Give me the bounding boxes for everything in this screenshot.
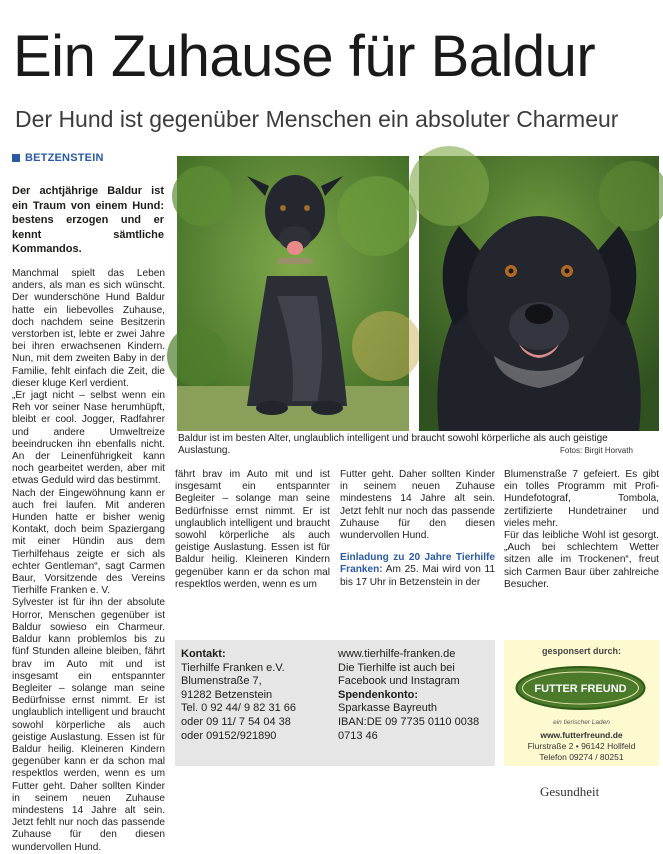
paragraph: Blumenstraße 7 gefeiert. Es gibt ein tolles Programm mit Profi-Hundefotograf, Tombola, zertifizierte Hundetrainer und vieles mehr. (504, 469, 659, 529)
photo-baldur-sitting (177, 156, 409, 431)
headline: Ein Zuhause für Baldur (13, 24, 596, 89)
contact-box (175, 640, 495, 766)
photo-caption: Baldur ist im besten Alter, unglaublich intelligent und braucht sowohl körperliche als auch geistige Auslastung. (178, 433, 608, 457)
bank-iban: IBAN:DE 09 7735 0110 0038 0713 46 (338, 715, 480, 742)
contact-line: oder 09152/921890 (181, 729, 277, 742)
paragraph: Futter geht. Daher sollten Kinder in seinem neuen Zuhause mindestens 14 Jahre alt sein. Jetzt fehlt nur noch das passende Zuhause für den diesen wundervollen Hund. (340, 469, 495, 542)
paragraph: Nach der Eingewöhnung kann er auch frei laufen. Mit anderen Hunden hatte er bisher wenig Kontakt, doch beim Spaziergang mit einer Hündin aus dem Tierhilfehaus zeigte er sich als echter Gentleman“, sagt Carmen Baur, Vorsitzende des Vereins Tierhilfe Franken e. V. (12, 487, 165, 597)
contact-line: Blumenstraße 7, (181, 675, 262, 688)
lead-text: Der achtjährige Baldur ist ein Traum von einem Hund: bestens erzogen und er kennt sämtliche Kommandos. (12, 185, 164, 256)
article-column-1 (12, 268, 165, 853)
donation-label: Spendenkonto: (338, 688, 419, 701)
article-column-3 (340, 469, 495, 637)
paragraph: „Er jagt nicht – selbst wenn ein Reh vor seiner Nase herumhüpft, bleibt er cool. Jogger, Radfahrer und andere Umweltreize beeindrucken ihn ebenfalls nicht. An der Leinenführigkeit kann noch gearbeitet werden, aber mit etwas Geduld wird das bestimmt. (12, 390, 165, 487)
section-label-text: BETZENSTEIN (25, 152, 104, 164)
sponsor-tagline: ein tierischer Laden (553, 719, 610, 726)
paragraph: Für das leibliche Wohl ist gesorgt. „Auch bei schlechtem Wetter sitzen alle im Trockenen“, freut sich Carmen Baur über zahlreiche Besucher. (504, 530, 659, 590)
contact-social: Die Tierhilfe ist auch bei Facebook und Instagram (338, 661, 460, 688)
contact-line: Tel. 0 92 44/ 9 82 31 66 (181, 702, 296, 715)
dog-sitting-image (177, 156, 409, 431)
photo-baldur-portrait (419, 156, 659, 431)
event-heading: Einladung zu 20 Jahre Tierhilfe Franken: (340, 552, 495, 576)
contact-line: oder 09 11/ 7 54 04 38 (181, 715, 291, 728)
contact-online (338, 648, 493, 743)
futterfreund-logo (514, 664, 647, 712)
contact-website-link[interactable]: www.tierhilfe-franken.de (338, 648, 456, 660)
next-section-heading: Gesundheit (540, 784, 600, 799)
dog-portrait-image (419, 156, 659, 431)
svg-text:FUTTER FREUND: FUTTER FREUND (534, 683, 627, 695)
section-label (12, 152, 104, 164)
contact-line: Tierhilfe Franken e.V. (181, 661, 285, 674)
sponsor-phone: Telefon 09274 / 80251 (539, 752, 624, 762)
contact-label: Kontakt: (181, 648, 226, 660)
article-column-2 (175, 469, 330, 637)
paragraph: Sylvester ist für ihn der absolute Horror, Menschen gegenüber ist Baldur sowieso ein Charmeur. Baldur kann problemlos bis zu fünf Stunden alleine bleiben, fährt brav im Auto mit und ist insgesamt ein entspannter Begleiter – solange man seine Bedürfnisse ernst nimmt. Er ist unglaublich intelligent und braucht sowohl körperliche als auch geistige Auslastung. Essen ist für Baldur heilig. Kleineren Kindern gegenüber kann er da schon mal respektlos werden, wenn es um Futter geht. Daher sollten Kinder in seinem neuen Zuhause mindestens 14 Jahre alt sein. Jetzt fehlt nur noch das passende Zuhause für den diesen wundervollen Hund. (12, 597, 165, 853)
sponsor-box (504, 640, 659, 766)
subheadline: Der Hund ist gegenüber Menschen ein absoluter Charmeur (15, 106, 619, 132)
paragraph: fährt brav im Auto mit und ist insgesamt ein entspannter Begleiter – solange man seine Bedürfnisse ernst nimmt. Er ist unglaublich intelligent und braucht sowohl körperliche als auch geistige Auslastung. Essen ist für Baldur heilig. Kleineren Kindern gegenüber kann er da schon mal respektlos werden, wenn es um (175, 469, 330, 590)
sponsor-address: Flurstraße 2 • 96142 Hollfeld (527, 741, 636, 751)
sponsor-website-link[interactable]: www.futterfreund.de (540, 730, 623, 740)
contact-line: 91282 Betzenstein (181, 688, 273, 701)
event-text: Am 25. Mai wird von 11 bis 17 Uhr in Betzenstein in der (340, 564, 495, 588)
section-square-icon (12, 154, 20, 162)
contact-address (181, 648, 331, 743)
photo-credit: Fotos: Birgit Horvath (560, 446, 633, 455)
event-paragraph (340, 552, 495, 589)
bank-name: Sparkasse Bayreuth (338, 702, 438, 715)
article-column-4 (504, 469, 659, 637)
paragraph: Manchmal spielt das Leben anders, als man es sich wünscht. Der wunderschöne Hund Baldur hatte ein liebevolles Zuhause, doch nachdem seine Besitzerin verstorben ist, lebte er zwei Jahre bei ihren erwachsenen Kindern. Nun, mit dem zweiten Baby in der Familie, fehlt einfach die Zeit, die dieser kluge Kerl verdient. (12, 268, 165, 389)
sponsor-label: gesponsert durch: (541, 646, 621, 656)
